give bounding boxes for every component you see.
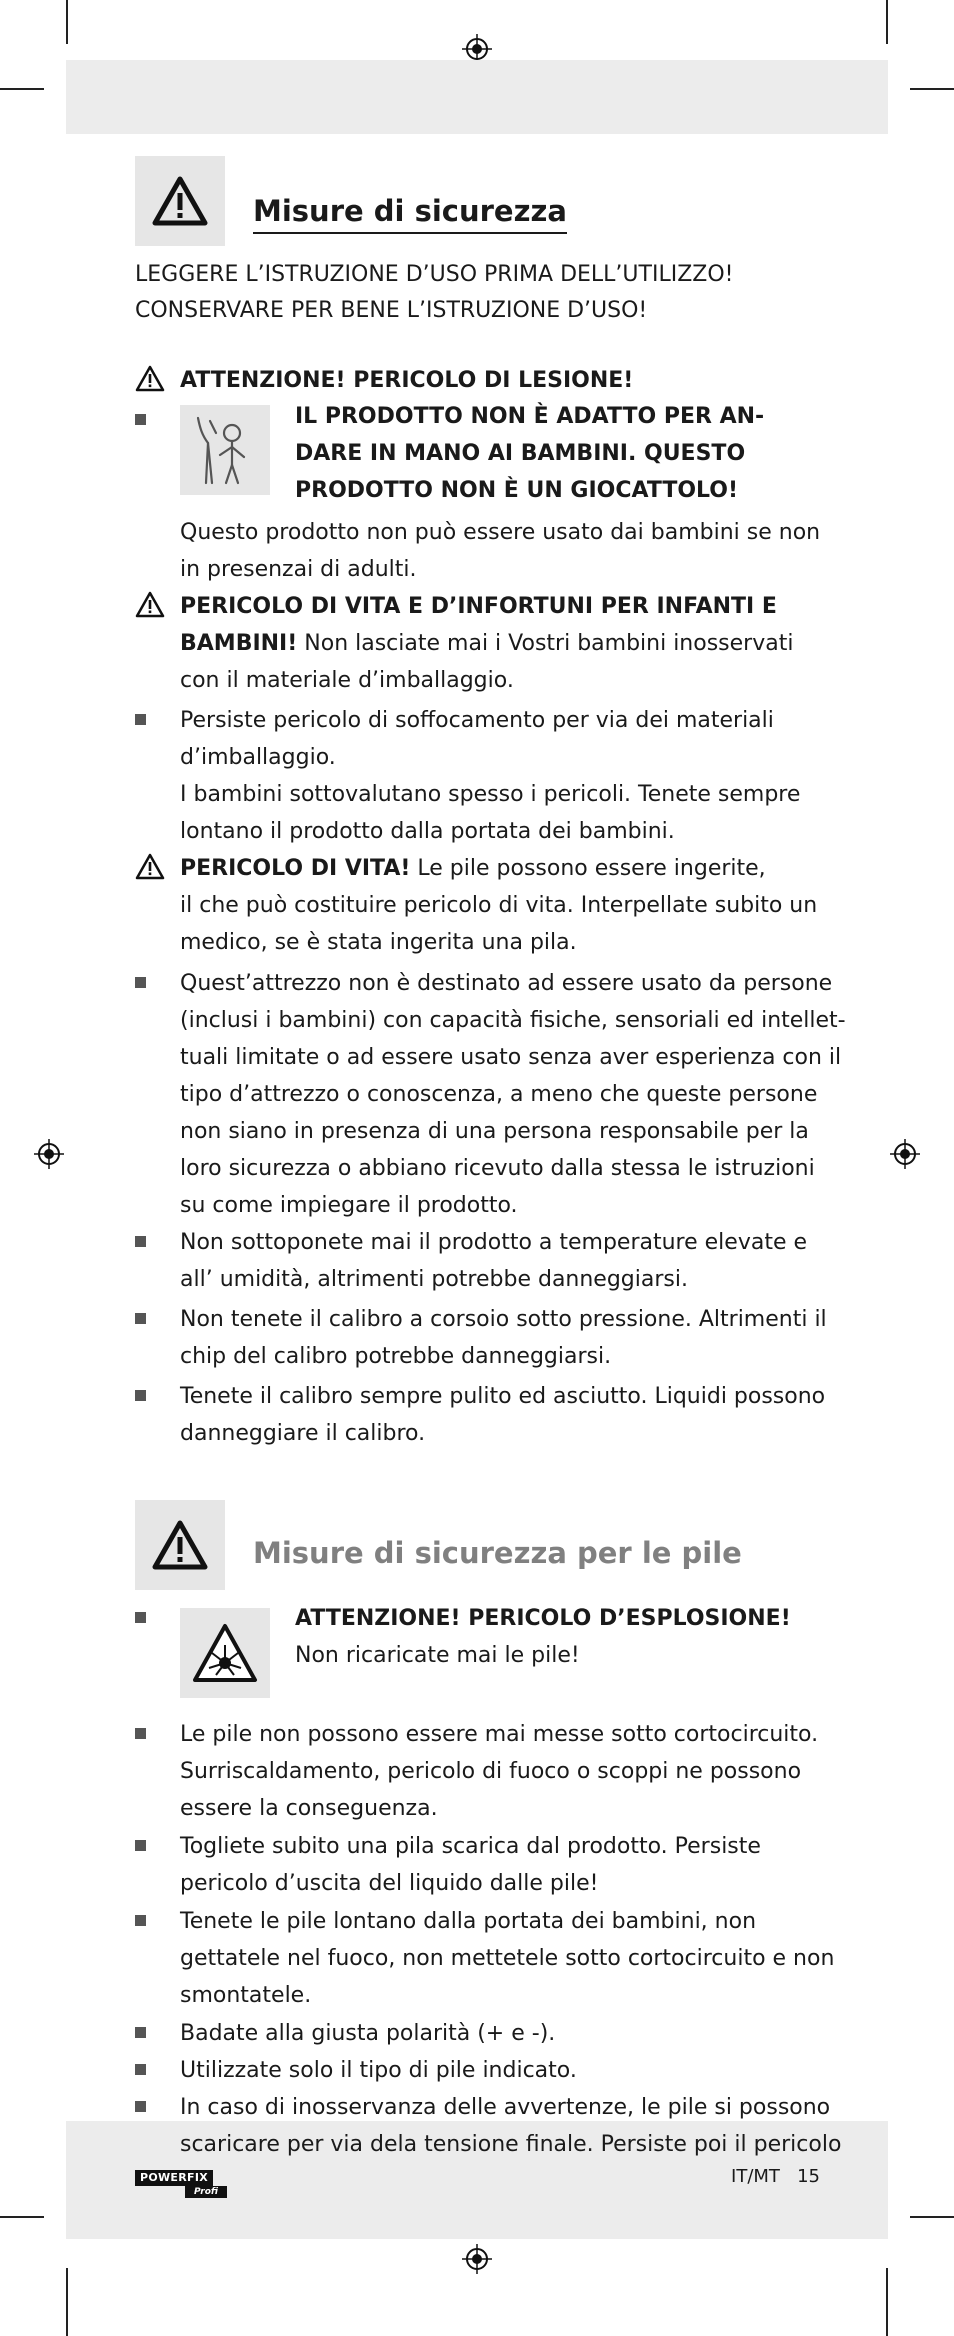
- body-line: Le pile non possono essere mai messe sotto cortocircuito.: [180, 1722, 819, 1747]
- bullet-icon: [135, 1236, 146, 1247]
- body-line: I bambini sottovalutano spesso i pericoli. Tenete sempre: [180, 782, 801, 807]
- bullet-icon: [135, 1390, 146, 1401]
- bullet-icon: [135, 1840, 146, 1851]
- header-band: [66, 60, 888, 134]
- body-line: Questo prodotto non può essere usato dai bambini se non: [180, 520, 821, 545]
- body-line: in presenzai di adulti.: [180, 557, 417, 582]
- bullet-icon: [135, 1313, 146, 1324]
- warning-inline-bold: PERICOLO DI VITA!: [180, 856, 411, 881]
- explosion-hazard-icon: [192, 1623, 258, 1683]
- body-line: non siano in presenza di una persona responsabile per la: [180, 1119, 809, 1144]
- crop-mark: [66, 2268, 68, 2336]
- body-line: Badate alla giusta polarità (+ e -).: [180, 2021, 556, 2046]
- crop-mark: [0, 2216, 44, 2218]
- warning-triangle-icon: [135, 365, 165, 393]
- section-header: [135, 1500, 825, 1595]
- body-line: Non tenete il calibro a corsoio sotto pressione. Altrimenti il: [180, 1307, 827, 1332]
- intro-line: LEGGERE L’ISTRUZIONE D’USO PRIMA DELL’UTILIZZO!: [135, 262, 734, 287]
- body-line: il che può costituire pericolo di vita. Interpellate subito un: [180, 893, 818, 918]
- body-line: tipo d’attrezzo o conoscenza, a meno che queste persone: [180, 1082, 818, 1107]
- explosion-hazard-box: [180, 1608, 270, 1698]
- body-line: Surriscaldamento, pericolo di fuoco o scoppi ne possono: [180, 1759, 802, 1784]
- warning-heading: PERICOLO DI VITA E D’INFORTUNI PER INFANTI E: [180, 594, 777, 619]
- child-warning-line: PRODOTTO NON È UN GIOCATTOLO!: [295, 478, 739, 503]
- section-title: Misure di sicurezza: [253, 194, 567, 234]
- child-hazard-icon: [190, 413, 260, 488]
- registration-mark-icon: [34, 1139, 64, 1169]
- warning-triangle-icon: [135, 853, 165, 881]
- bullet-icon: [135, 2064, 146, 2075]
- body-line: smontatele.: [180, 1983, 312, 2008]
- crop-mark: [0, 88, 44, 90]
- body-line: [180, 850, 766, 887]
- warning-inline-bold: BAMBINI!: [180, 631, 298, 656]
- body-line: d’imballaggio.: [180, 745, 336, 770]
- warning-heading: ATTENZIONE! PERICOLO D’ESPLOSIONE!: [295, 1606, 791, 1631]
- brand-sub: Profi: [185, 2186, 227, 2198]
- registration-mark-icon: [462, 2244, 492, 2274]
- bullet-icon: [135, 414, 146, 425]
- brand-name: POWERFIX: [135, 2170, 213, 2186]
- bullet-icon: [135, 977, 146, 988]
- body-line: (inclusi i bambini) con capacità fisiche, sensoriali ed intellet-: [180, 1008, 846, 1033]
- bullet-icon: [135, 2101, 146, 2112]
- body-line: Non sottoponete mai il prodotto a temperature elevate e: [180, 1230, 808, 1255]
- body-line: In caso di inosservanza delle avvertenze, le pile si possono: [180, 2095, 831, 2120]
- section-header: [135, 156, 825, 251]
- warning-heading: ATTENZIONE! PERICOLO DI LESIONE!: [180, 368, 634, 393]
- body-line: scaricare per via dela tensione finale. Persiste poi il pericolo: [180, 2132, 842, 2157]
- body-line: chip del calibro potrebbe danneggiarsi.: [180, 1344, 612, 1369]
- warning-triangle-icon: [152, 1520, 208, 1570]
- crop-mark: [886, 0, 888, 44]
- body-line: lontano il prodotto dalla portata dei bambini.: [180, 819, 675, 844]
- section-title: Misure di sicurezza per le pile: [253, 1536, 742, 1570]
- body-line: Togliete subito una pila scarica dal prodotto. Persiste: [180, 1834, 761, 1859]
- body-line: loro sicurezza o abbiano ricevuto dalla stessa le istruzioni: [180, 1156, 815, 1181]
- body-line: danneggiare il calibro.: [180, 1421, 426, 1446]
- body-line: Tenete le pile lontano dalla portata dei bambini, non: [180, 1909, 757, 1934]
- body-line: con il materiale d’imballaggio.: [180, 668, 514, 693]
- crop-mark: [886, 2268, 888, 2336]
- warning-triangle-icon: [152, 176, 208, 226]
- body-line: tuali limitate o ad essere usato senza aver esperienza con il: [180, 1045, 842, 1070]
- bullet-icon: [135, 1728, 146, 1739]
- child-warning-line: IL PRODOTTO NON È ADATTO PER AN-: [295, 404, 765, 429]
- body-line: essere la conseguenza.: [180, 1796, 438, 1821]
- brand-logo: [135, 2170, 250, 2198]
- body-text: Le pile possono essere ingerite,: [410, 856, 766, 881]
- body-line: pericolo d’uscita del liquido dalle pile!: [180, 1871, 599, 1896]
- crop-mark: [910, 88, 954, 90]
- warning-triangle-icon: [135, 591, 165, 619]
- warning-icon-box: [135, 1500, 225, 1590]
- body-line: Quest’attrezzo non è destinato ad essere usato da persone: [180, 971, 833, 996]
- body-line: [180, 625, 793, 662]
- body-line: gettatele nel fuoco, non mettetele sotto cortocircuito e non: [180, 1946, 835, 1971]
- bullet-icon: [135, 1915, 146, 1926]
- child-hazard-box: [180, 405, 270, 495]
- crop-mark: [66, 0, 68, 44]
- page-number: IT/MT 15: [731, 2166, 820, 2187]
- crop-mark: [910, 2216, 954, 2218]
- bullet-icon: [135, 2027, 146, 2038]
- body-line: su come impiegare il prodotto.: [180, 1193, 518, 1218]
- bullet-icon: [135, 1612, 146, 1623]
- intro-line: CONSERVARE PER BENE L’ISTRUZIONE D’USO!: [135, 298, 648, 323]
- body-line: Non ricaricate mai le pile!: [295, 1643, 580, 1668]
- child-warning-line: DARE IN MANO AI BAMBINI. QUESTO: [295, 441, 746, 466]
- body-line: medico, se è stata ingerita una pila.: [180, 930, 577, 955]
- warning-icon-box: [135, 156, 225, 246]
- body-line: Tenete il calibro sempre pulito ed asciutto. Liquidi possono: [180, 1384, 826, 1409]
- body-line: Persiste pericolo di soffocamento per via dei materiali: [180, 708, 774, 733]
- body-line: all’ umidità, altrimenti potrebbe danneggiarsi.: [180, 1267, 688, 1292]
- registration-mark-icon: [890, 1139, 920, 1169]
- bullet-icon: [135, 714, 146, 725]
- body-line: Utilizzate solo il tipo di pile indicato.: [180, 2058, 577, 2083]
- body-text: Non lasciate mai i Vostri bambini inosservati: [297, 631, 794, 656]
